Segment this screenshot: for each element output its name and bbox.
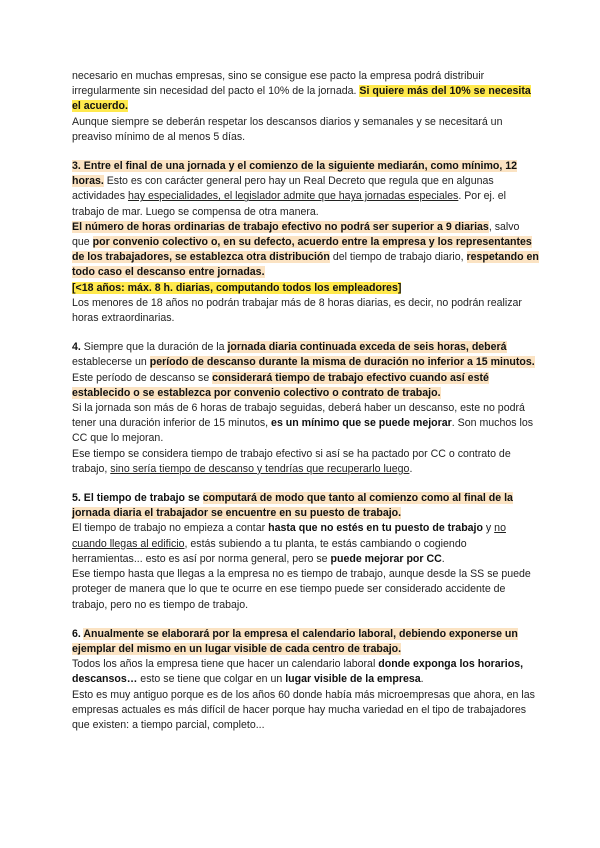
section-3-paragraph-2 <box>72 220 540 281</box>
section-5-text-a: El tiempo de trabajo no empieza a contar <box>72 522 269 535</box>
section-4-text-g: . <box>409 462 413 475</box>
section-5-paragraph-2 <box>72 521 540 567</box>
section-3-text-d: del tiempo de trabajo diario, <box>329 251 467 264</box>
section-3-paragraph-4: Los menores de 18 años no podrán trabajar más de 8 horas diarias, es decir, no podrán realizar horas extraordinarias. <box>72 296 522 325</box>
section-3-hl-2: por convenio colectivo o, en su defecto, acuerdo entre la empresa y los representantes de los trabajadores, se establezca otra distribución <box>72 236 532 264</box>
section-4-underlined: sino sería tiempo de descanso y tendrías que recuperarlo luego <box>110 462 410 475</box>
section-6-hl: Anualmente se elaborará por la empresa el calendario laboral, debiendo exponerse un ejemplar del mismo en un lugar visible de cada centro de trabajo. <box>72 627 518 655</box>
section-3-underlined: hay especialidades, el legislador admite que haya jornadas especiales <box>127 190 459 203</box>
intro-text: necesario en muchas empresas, sino se consigue ese pacto la empresa podrá distribuir irregularmente sin necesidad del pacto el 10% de la jornada. <box>72 70 485 98</box>
section-5-hl: computará de modo que tanto al comienzo como al final de la jornada diaria el trabajador se encuentre en su puesto de trabajo. <box>72 492 513 520</box>
section-5-paragraph-3: Ese tiempo hasta que llegas a la empresa no es tiempo de trabajo, aunque desde la SS se puede proteger de manera que lo que te ocurre en ese tiempo puede ser considerado accidente de trabajo, pero no es tiempo de trabajo. <box>72 568 531 611</box>
section-5-number: 5. El tiempo de trabajo se <box>72 492 203 505</box>
section-4-hl-3: considerará tiempo de trabajo efectivo cuando así esté establecido o se establezca por convenio colectivo o contrato de trabajo. <box>72 371 489 399</box>
section-6-paragraph-1 <box>72 627 540 657</box>
section-3-hl-3: respetando en todo caso el descanso entre jornadas. <box>72 251 539 279</box>
section-4-text-b: establecerse un <box>72 356 150 369</box>
intro-paragraph <box>72 69 540 115</box>
section-3-title-paragraph <box>72 159 540 220</box>
section-4-text-f: Ese tiempo se considera tiempo de trabajo efectivo si así se ha pactado por CC o contrato de trabajo, <box>72 447 511 475</box>
section-6-text-a: Todos los años la empresa tiene que hacer un calendario laboral <box>72 658 379 671</box>
section-4-hl-1: jornada diaria continuada exceda de seis horas, deberá <box>227 341 507 354</box>
section-5-text-d: . <box>441 552 445 565</box>
section-5-underlined: no cuando llegas al edificio <box>72 522 506 550</box>
section-5-paragraph-1 <box>72 491 540 521</box>
section-4-paragraph-1 <box>72 340 540 401</box>
section-5-bold-2: puede mejorar por CC <box>330 552 442 565</box>
section-4-paragraph-3 <box>72 447 540 477</box>
section-5-text-c: , estás subiendo a tu planta, te estás cambiando o cogiendo herramientas... esto es así por norma general, pero se <box>72 537 467 565</box>
section-4-hl-2: período de descanso durante la misma de duración no inferior a 15 minutos. <box>149 356 535 369</box>
section-4-text-e: . Son muchos los CC que lo mejoran. <box>72 417 534 445</box>
section-4-text-a: Siempre que la duración de la <box>80 341 228 354</box>
section-4-text-d: Si la jornada son más de 6 horas de trabajo seguidas, deberá haber un descanso, este no podrá tener una duración inferior de 15 minutos, <box>72 402 525 430</box>
section-4-number: 4. <box>72 341 81 354</box>
section-6-text-c: . <box>420 673 424 686</box>
section-6-text-b: esto se tiene que colgar en un <box>137 673 286 686</box>
section-3-text-b: . Por ej. el trabajo de mar. Luego se compensa de otra manera. <box>72 190 507 218</box>
section-3-yellow-note: [<18 años: máx. 8 h. diarias, computando todos los empleadores] <box>72 281 402 294</box>
section-3-text-a: Esto es con carácter general pero hay un Real Decreto que regula que en algunas actividades <box>72 175 494 203</box>
section-5-bold-1: hasta que no estés en tu puesto de trabajo <box>268 522 483 535</box>
section-6-paragraph-3: Esto es muy antiguo porque es de los años 60 donde había más microempresas que ahora, en las empresas actuales es más difícil de hacer porque hay mucha variedad en el tipo de trabajadores que existen: a tiempo parcial, completo... <box>72 688 535 731</box>
section-6-number: 6. <box>72 627 84 640</box>
section-3-title: 3. Entre el final de una jornada y el comienzo de la siguiente mediarán, como mínimo, 12 horas. <box>72 160 518 188</box>
section-5-text-b: y <box>482 522 495 535</box>
section-6-bold-1: donde exponga los horarios, descansos… <box>72 658 524 686</box>
section-4-paragraph-2 <box>72 401 540 447</box>
section-6-paragraph-2 <box>72 657 540 687</box>
intro-paragraph-2: Aunque siempre se deberán respetar los descansos diarios y semanales y se necesitará un preaviso mínimo de al menos 5 días. <box>72 115 503 143</box>
section-3-text-c: , salvo que <box>72 220 520 249</box>
intro-highlight: Si quiere más del 10% se necesita el acuerdo. <box>72 85 531 113</box>
section-6-bold-2: lugar visible de la empresa <box>285 673 421 686</box>
section-4-bold: es un mínimo que se puede mejorar <box>271 417 452 430</box>
section-4-text-c: Este período de descanso se <box>72 371 213 384</box>
section-3-hl-1: El número de horas ordinarias de trabajo efectivo no podrá ser superior a 9 diarias <box>72 220 489 233</box>
section-3-paragraph-3 <box>72 281 540 296</box>
